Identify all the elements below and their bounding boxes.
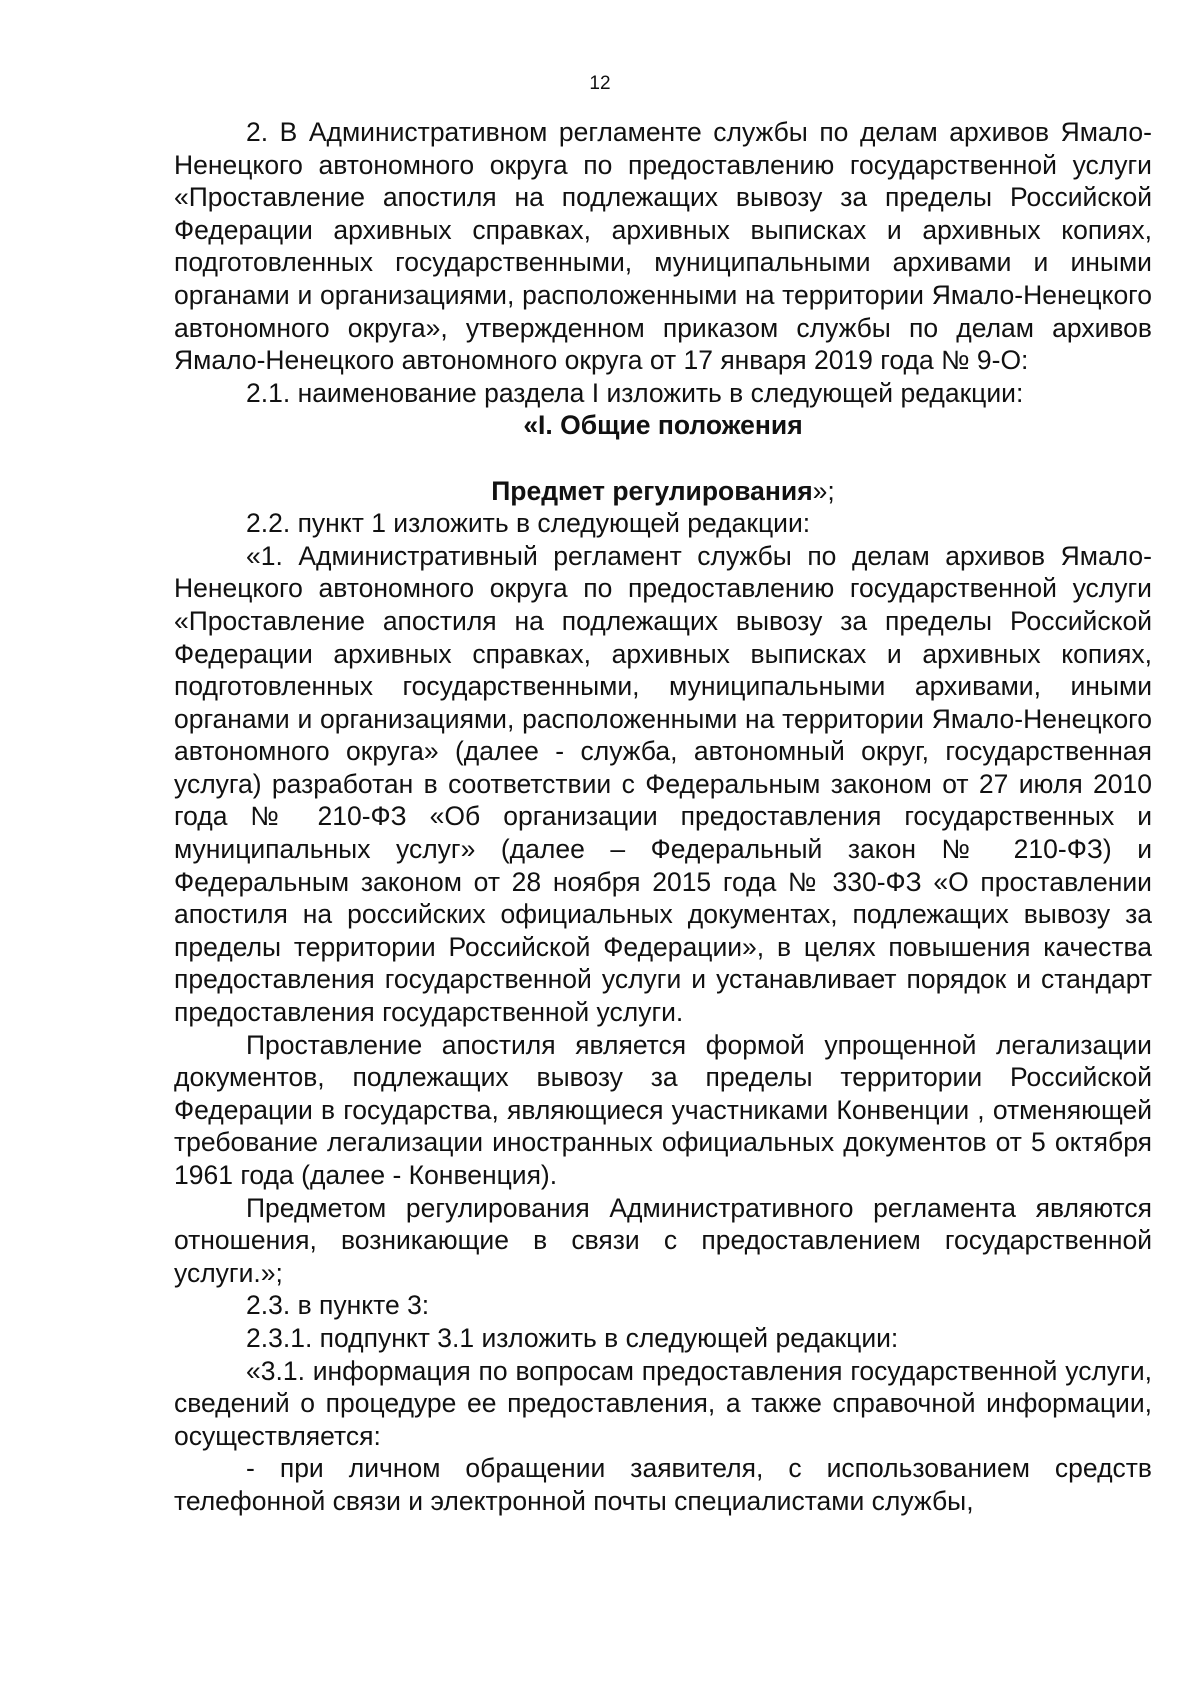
paragraph-point-1: «1. Административный регламент службы по делам архивов Ямало-Ненецкого автономного округа по предоставлению государственной услуги «Проставление апостиля на подлежащих вывозу за пределы Российской Федерации архивных справках, архивных выписках и архивных копиях, подготовленных государственными, муниципальными архивами, иными органами и организациями, расположенными на территории Ямало-Ненецкого автономного округа» (далее - служба, автономный округ, государственная услуга) разработан в соответствии с Федеральным законом от 27 июля 2010 года № 210-ФЗ «Об организации предоставления государственных и муниципальных услуг» (далее – Федеральный закон № 210-ФЗ) и Федеральным законом от 28 ноября 2015 года № 330-ФЗ «О проставлении апостиля на российских официальных документах, подлежащих вывозу за пределы территории Российской Федерации», в целях повышения качества предоставления государственной услуги и устанавливает порядок и стандарт предоставления государственной услуги. — [174, 540, 1152, 1028]
paragraph-2-2: 2.2. пункт 1 изложить в следующей редакции: — [246, 508, 811, 539]
paragraph-apostille-definition: Проставление апостиля является формой упрощенной легализации документов, подлежащих вывозу за пределы территории Российской Федерации в государства, являющиеся участниками Конвенции , отменяющей требование легализации иностранных официальных документов от 5 октября 1961 года (далее - Конвенция). — [174, 1029, 1152, 1190]
subsection-heading — [174, 475, 1152, 508]
paragraph-2-1: 2.1. наименование раздела I изложить в следующей редакции: — [246, 377, 1024, 408]
document-body — [174, 116, 1152, 1518]
paragraph-2-3-1: 2.3.1. подпункт 3.1 изложить в следующей редакции: — [246, 1322, 899, 1353]
page-number: 12 — [589, 73, 611, 94]
paragraph-amendment-intro: 2. В Административном регламенте службы по делам архивов Ямало-Ненецкого автономного округа по предоставлению государственной услуги «Проставление апостиля на подлежащих вывозу за пределы Российской Федерации архивных справках, архивных выписках и архивных копиях, подготовленных государственными, муниципальными архивами и иными органами и организациями, расположенными на территории Ямало-Ненецкого автономного округа», утвержденном приказом службы по делам архивов Ямало-Ненецкого автономного округа от 17 января 2019 года № 9-О: — [174, 117, 1152, 376]
subsection-heading-text: Предмет регулирования — [491, 475, 813, 506]
blank-line — [174, 442, 1152, 475]
paragraph-2-3: 2.3. в пункте 3: — [246, 1290, 430, 1321]
paragraph-3-1: «3.1. информация по вопросам предоставления государственной услуги, сведений о процедуре ее предоставления, а также справочной информации, осуществляется: — [174, 1355, 1152, 1451]
section-heading: «I. Общие положения — [523, 410, 803, 441]
paragraph-regulation-subject: Предметом регулирования Административного регламента являются отношения, возникающие в связи с предоставлением государственной услуги.»; — [174, 1192, 1152, 1288]
paragraph-bullet-personal-appeal: - при личном обращении заявителя, с использованием средств телефонной связи и электронной почты специалистами службы, — [174, 1453, 1152, 1516]
subsection-heading-tail: »; — [812, 475, 835, 506]
